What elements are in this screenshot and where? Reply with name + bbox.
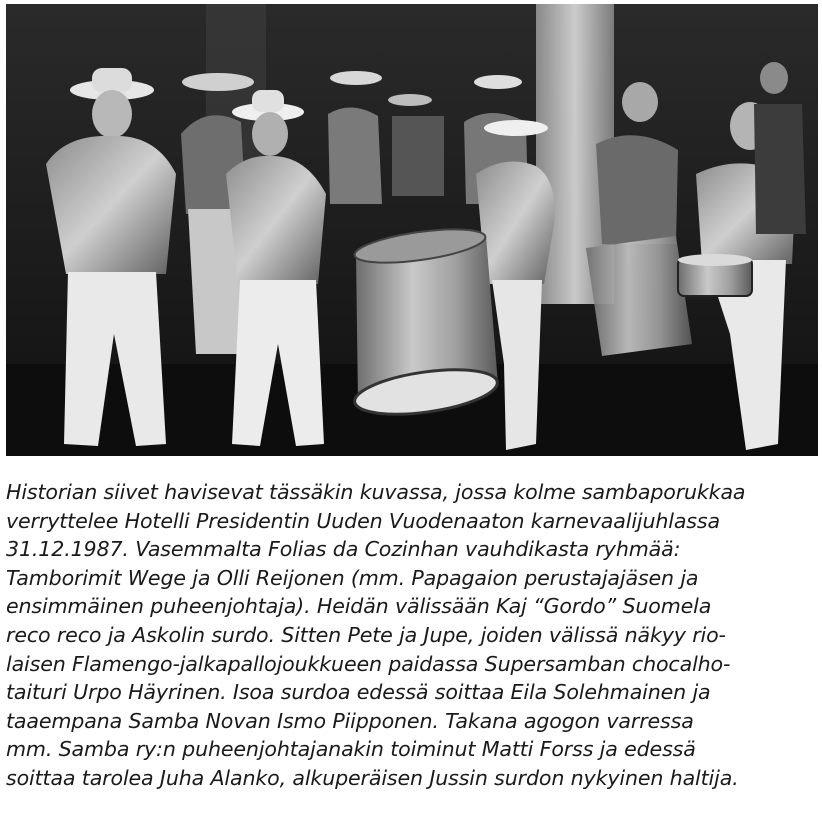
caption-line: taituri Urpo Häyrinen. Isoa surdoa edessä soittaa Eila Solehmainen ja (6, 680, 711, 705)
caption-line: 31.12.1987. Vasemmalta Folias da Cozinhan vauhdikasta ryhmää: (6, 537, 681, 562)
surdo-drum (352, 223, 500, 422)
caption-line: mm. Samba ry:n puheenjohtajanakin toiminut Matti Forss ja edessä (6, 737, 696, 762)
caption-line: laisen Flamengo-jalkapallojoukkueen paidassa Supersamban chocalho- (6, 651, 731, 676)
caption-line: reco reco ja Askolin surdo. Sitten Pete ja Jupe, joiden välissä näkyy rio- (6, 622, 726, 647)
caption-line: Historian siivet havisevat tässäkin kuvassa, jossa kolme sambaporukkaa (6, 480, 746, 504)
caption-line: ensimmäinen puheenjohtaja). Heidän välissään Kaj “Gordo” Suomela (6, 594, 712, 619)
caption-line: verryttelee Hotelli Presidentin Uuden Vuodenaaton karnevaalijuhlassa (6, 508, 720, 533)
caption-line: soittaa tarolea Juha Alanko, alkuperäisen Jussin surdon nykyinen haltija. (6, 765, 739, 790)
caption-line: Tamborimit Wege ja Olli Reijonen (mm. Papagaion perustajajäsen ja (6, 565, 699, 590)
caixa-snare-drum (678, 254, 752, 296)
photo-caption (6, 478, 818, 793)
black-and-white-photo (6, 4, 818, 456)
surdo-drum (586, 236, 692, 356)
caption-line: taaempana Samba Novan Ismo Piipponen. Takana agogon varressa (6, 708, 694, 733)
